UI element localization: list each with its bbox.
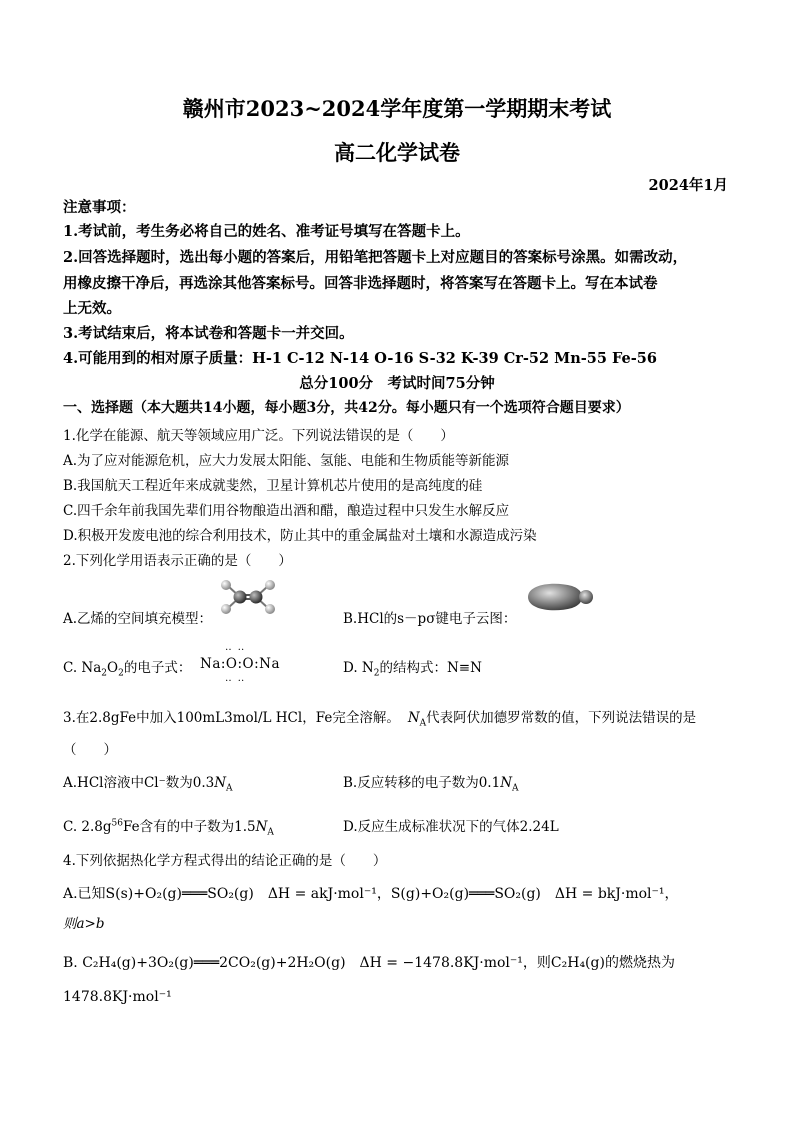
note-4: 4.可能用到的相对原子质量：H-1 C-12 N-14 O-16 S-32 K-39 Cr-52 Mn-55 Fe-56 [63,350,657,367]
note-3: 3.考试结束后，将本试卷和答题卡一并交回。 [63,325,354,342]
q2-d-suffix: 的结构式：N≡N [379,660,482,676]
q1-option-b: B.我国航天工程近年来成就斐然，卫星计算机芯片使用的是高纯度的硅 [63,478,483,494]
section-heading: 一、选择题（本大题共14小题，每小题3分，共42分。每小题只有一个选项符合题目要求） [63,400,630,416]
electron-dots-bottom: ‥‥ [225,673,251,684]
electron-dots-top: ‥‥ [225,642,251,653]
hcl-electron-cloud-image [524,580,596,614]
exam-title: 赣州市2023~2024学年度第一学期期末考试 [182,96,612,121]
note-2c: 上无效。 [63,300,121,317]
note-2b: 用橡皮擦干净后，再选涂其他答案标号。回答非选择题时，将答案写在答题卡上。写在本试卷 [63,275,658,292]
q2-option-b: B.HCl的s－pσ键电子云图： [343,611,517,627]
q4-option-b: B. C₂H₄(g)+3O₂(g)═══2CO₂(g)+2H₂O(g) ΔH = −1478.8KJ·mol⁻¹，则C₂H₄(g)的燃烧热为 [63,955,675,971]
q2-c-prefix: C. Na [63,660,102,676]
exam-info: 总分100分 考试时间75分钟 [299,375,495,392]
q2-c-electron-formula: Na:O:O:Na [200,656,281,672]
q3-stem-blank: （ ） [63,742,117,758]
q1-option-d: D.积极开发废电池的综合利用技术，防止其中的重金属盐对土壤和水源造成污染 [63,528,537,544]
note-2a: 2.回答选择题时，选出每小题的答案后，用铅笔把答题卡上对应题目的答案标号涂黑。如需改动， [63,249,688,266]
q1-option-c: C.四千余年前我国先辈们用谷物酿造出酒和醋，酿造过程中只发生水解反应 [63,503,510,519]
ethylene-model-image [218,578,278,616]
q2-option-a: A.乙烯的空间填充模型： [63,611,213,627]
q3-option-c: C. $2.8g^{56}Fe$含有的中子数为$1.5N_A$ [63,818,274,838]
q2-option-c: C. $Na_2O_2$的电子式： [63,660,192,679]
q2-c-suffix: 的电子式： [123,660,192,676]
q2-stem: 2.下列化学用语表示正确的是（ ） [63,553,292,569]
q4-option-b-value: 1478.8KJ·mol⁻¹ [63,989,172,1005]
q2-option-d: D. $N_2$的结构式：N≡N [343,660,482,679]
exam-date: 2024年1月 [648,177,728,194]
q1-stem: 1.化学在能源、航天等领域应用广泛。下列说法错误的是（ ） [63,428,454,444]
q4-stem: 4.下列依据热化学方程式得出的结论正确的是（ ） [63,853,387,869]
notes-heading: 注意事项： [63,199,136,216]
q3-option-a: A.HCl溶液中Cl⁻数为$0.3N_A$ [63,775,233,794]
exam-subtitle: 高二化学试卷 [334,140,460,165]
avogadro-symbol: N [407,710,420,726]
q2-d-prefix: D. N [343,660,374,676]
q3-option-d: D.反应生成标准状况下的气体2.24L [343,819,559,835]
q3-stem-part1: 3.在2.8gFe中加入100mL3mol/L HCl，Fe完全溶解。 [63,710,400,726]
q3-stem: 3.在2.8gFe中加入100mL3mol/L HCl，Fe完全溶解。 $N_A$代表阿伏加德罗常数的值，下列说法错误的是 [63,710,697,729]
q3-stem-part2: 代表阿伏加德罗常数的值，下列说法错误的是 [426,710,697,726]
note-1: 1.考试前，考生务必将自己的姓名、准考证号填写在答题卡上。 [63,223,470,240]
q4-option-a: A.已知S(s)+O₂(g)═══SO₂(g) ΔH = akJ·mol⁻¹，S(g)+O₂(g)═══SO₂(g) ΔH = bkJ·mol⁻¹， [63,886,679,902]
q1-option-a: A.为了应对能源危机，应大力发展太阳能、氢能、电能和生物质能等新能源 [63,453,510,469]
q3-option-b: B.反应转移的电子数为$0.1N_A$ [343,775,519,794]
q4-option-a-conclusion: 则a>b [63,916,105,932]
